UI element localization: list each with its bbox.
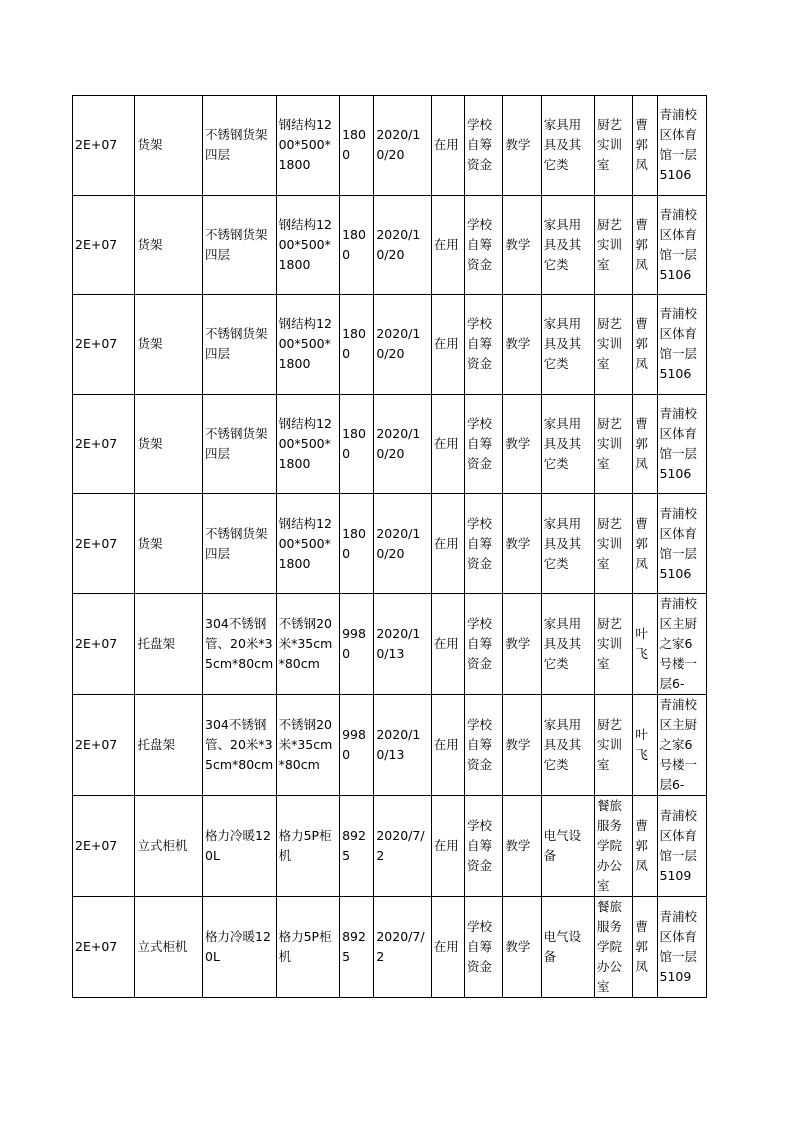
cell-usage: 教学	[503, 694, 541, 795]
cell-keeper: 曹郭凤	[633, 795, 657, 896]
cell-department: 餐旅服务学院办公室	[595, 896, 633, 997]
cell-keeper: 曹郭凤	[633, 394, 657, 494]
cell-spec: 格力5P柜机	[276, 795, 340, 896]
cell-category: 家具用具及其它类	[541, 195, 594, 295]
cell-date: 2020/10/20	[374, 295, 431, 395]
cell-status: 在用	[431, 96, 464, 196]
cell-category: 家具用具及其它类	[541, 96, 594, 196]
cell-funding: 学校自筹资金	[465, 394, 503, 494]
cell-spec: 不锈钢20米*35cm*80cm	[276, 593, 340, 694]
cell-asset-code: 2E+07	[73, 795, 135, 896]
cell-spec: 钢结构1200*500*1800	[276, 394, 340, 494]
cell-name: 托盘架	[135, 593, 203, 694]
cell-keeper: 曹郭凤	[633, 896, 657, 997]
cell-price: 1800	[340, 394, 374, 494]
cell-spec: 格力5P柜机	[276, 896, 340, 997]
cell-model: 格力冷暖120L	[203, 795, 277, 896]
cell-status: 在用	[431, 494, 464, 594]
cell-price: 9980	[340, 593, 374, 694]
cell-model: 304不锈钢管、20米*35cm*80cm	[203, 694, 277, 795]
cell-price: 1800	[340, 494, 374, 594]
cell-status: 在用	[431, 295, 464, 395]
cell-category: 电气设备	[541, 795, 594, 896]
cell-usage: 教学	[503, 795, 541, 896]
table-row	[73, 295, 707, 395]
table-row	[73, 896, 707, 997]
asset-table	[72, 95, 707, 998]
cell-asset-code: 2E+07	[73, 896, 135, 997]
cell-spec: 钢结构1200*500*1800	[276, 96, 340, 196]
cell-date: 2020/10/13	[374, 593, 431, 694]
cell-model: 不锈钢货架四层	[203, 295, 277, 395]
cell-funding: 学校自筹资金	[465, 96, 503, 196]
cell-category: 家具用具及其它类	[541, 694, 594, 795]
cell-usage: 教学	[503, 593, 541, 694]
cell-keeper: 曹郭凤	[633, 195, 657, 295]
cell-price: 1800	[340, 295, 374, 395]
cell-keeper: 曹郭凤	[633, 295, 657, 395]
cell-date: 2020/10/20	[374, 195, 431, 295]
cell-category: 家具用具及其它类	[541, 494, 594, 594]
cell-funding: 学校自筹资金	[465, 494, 503, 594]
cell-date: 2020/10/13	[374, 694, 431, 795]
cell-status: 在用	[431, 195, 464, 295]
table-row	[73, 593, 707, 694]
cell-department: 厨艺实训室	[595, 694, 633, 795]
cell-spec: 钢结构1200*500*1800	[276, 494, 340, 594]
table-row	[73, 195, 707, 295]
cell-model: 不锈钢货架四层	[203, 494, 277, 594]
cell-usage: 教学	[503, 195, 541, 295]
cell-funding: 学校自筹资金	[465, 795, 503, 896]
cell-price: 9980	[340, 694, 374, 795]
cell-price: 8925	[340, 795, 374, 896]
cell-model: 不锈钢货架四层	[203, 394, 277, 494]
cell-location: 青浦校区主厨之家6号楼一层6-	[657, 694, 706, 795]
cell-usage: 教学	[503, 96, 541, 196]
cell-department: 厨艺实训室	[595, 593, 633, 694]
cell-date: 2020/7/2	[374, 795, 431, 896]
cell-name: 货架	[135, 295, 203, 395]
cell-name: 立式柜机	[135, 896, 203, 997]
cell-keeper: 曹郭凤	[633, 494, 657, 594]
cell-spec: 钢结构1200*500*1800	[276, 195, 340, 295]
table-row	[73, 494, 707, 594]
cell-funding: 学校自筹资金	[465, 593, 503, 694]
cell-location: 青浦校区体育馆一层5106	[657, 96, 706, 196]
cell-category: 家具用具及其它类	[541, 593, 594, 694]
cell-keeper: 曹郭凤	[633, 96, 657, 196]
cell-date: 2020/10/20	[374, 96, 431, 196]
cell-status: 在用	[431, 694, 464, 795]
cell-model: 不锈钢货架四层	[203, 195, 277, 295]
cell-spec: 不锈钢20米*35cm*80cm	[276, 694, 340, 795]
cell-department: 厨艺实训室	[595, 96, 633, 196]
cell-keeper: 叶飞	[633, 694, 657, 795]
table-row	[73, 96, 707, 196]
cell-funding: 学校自筹资金	[465, 195, 503, 295]
table-row	[73, 394, 707, 494]
cell-name: 托盘架	[135, 694, 203, 795]
cell-usage: 教学	[503, 295, 541, 395]
cell-location: 青浦校区主厨之家6号楼一层6-	[657, 593, 706, 694]
cell-model: 格力冷暖120L	[203, 896, 277, 997]
cell-spec: 钢结构1200*500*1800	[276, 295, 340, 395]
cell-department: 厨艺实训室	[595, 195, 633, 295]
cell-name: 货架	[135, 394, 203, 494]
cell-funding: 学校自筹资金	[465, 295, 503, 395]
table-body	[73, 96, 707, 998]
cell-location: 青浦校区体育馆一层5106	[657, 295, 706, 395]
cell-category: 家具用具及其它类	[541, 394, 594, 494]
cell-keeper: 叶飞	[633, 593, 657, 694]
cell-date: 2020/10/20	[374, 494, 431, 594]
cell-asset-code: 2E+07	[73, 694, 135, 795]
cell-category: 家具用具及其它类	[541, 295, 594, 395]
cell-price: 1800	[340, 195, 374, 295]
cell-asset-code: 2E+07	[73, 394, 135, 494]
cell-category: 电气设备	[541, 896, 594, 997]
cell-status: 在用	[431, 593, 464, 694]
cell-usage: 教学	[503, 394, 541, 494]
cell-date: 2020/10/20	[374, 394, 431, 494]
cell-status: 在用	[431, 795, 464, 896]
cell-department: 厨艺实训室	[595, 394, 633, 494]
cell-name: 货架	[135, 195, 203, 295]
cell-department: 厨艺实训室	[595, 494, 633, 594]
cell-price: 8925	[340, 896, 374, 997]
cell-usage: 教学	[503, 494, 541, 594]
cell-location: 青浦校区体育馆一层5109	[657, 896, 706, 997]
table-row	[73, 694, 707, 795]
cell-model: 304不锈钢管、20米*35cm*80cm	[203, 593, 277, 694]
cell-usage: 教学	[503, 896, 541, 997]
cell-name: 立式柜机	[135, 795, 203, 896]
cell-name: 货架	[135, 96, 203, 196]
cell-location: 青浦校区体育馆一层5106	[657, 494, 706, 594]
cell-location: 青浦校区体育馆一层5109	[657, 795, 706, 896]
cell-model: 不锈钢货架四层	[203, 96, 277, 196]
cell-asset-code: 2E+07	[73, 593, 135, 694]
cell-asset-code: 2E+07	[73, 195, 135, 295]
cell-asset-code: 2E+07	[73, 494, 135, 594]
cell-department: 厨艺实训室	[595, 295, 633, 395]
cell-name: 货架	[135, 494, 203, 594]
cell-location: 青浦校区体育馆一层5106	[657, 195, 706, 295]
cell-department: 餐旅服务学院办公室	[595, 795, 633, 896]
cell-price: 1800	[340, 96, 374, 196]
cell-funding: 学校自筹资金	[465, 694, 503, 795]
cell-status: 在用	[431, 394, 464, 494]
cell-asset-code: 2E+07	[73, 295, 135, 395]
cell-asset-code: 2E+07	[73, 96, 135, 196]
cell-funding: 学校自筹资金	[465, 896, 503, 997]
cell-location: 青浦校区体育馆一层5106	[657, 394, 706, 494]
cell-date: 2020/7/2	[374, 896, 431, 997]
table-row	[73, 795, 707, 896]
cell-status: 在用	[431, 896, 464, 997]
